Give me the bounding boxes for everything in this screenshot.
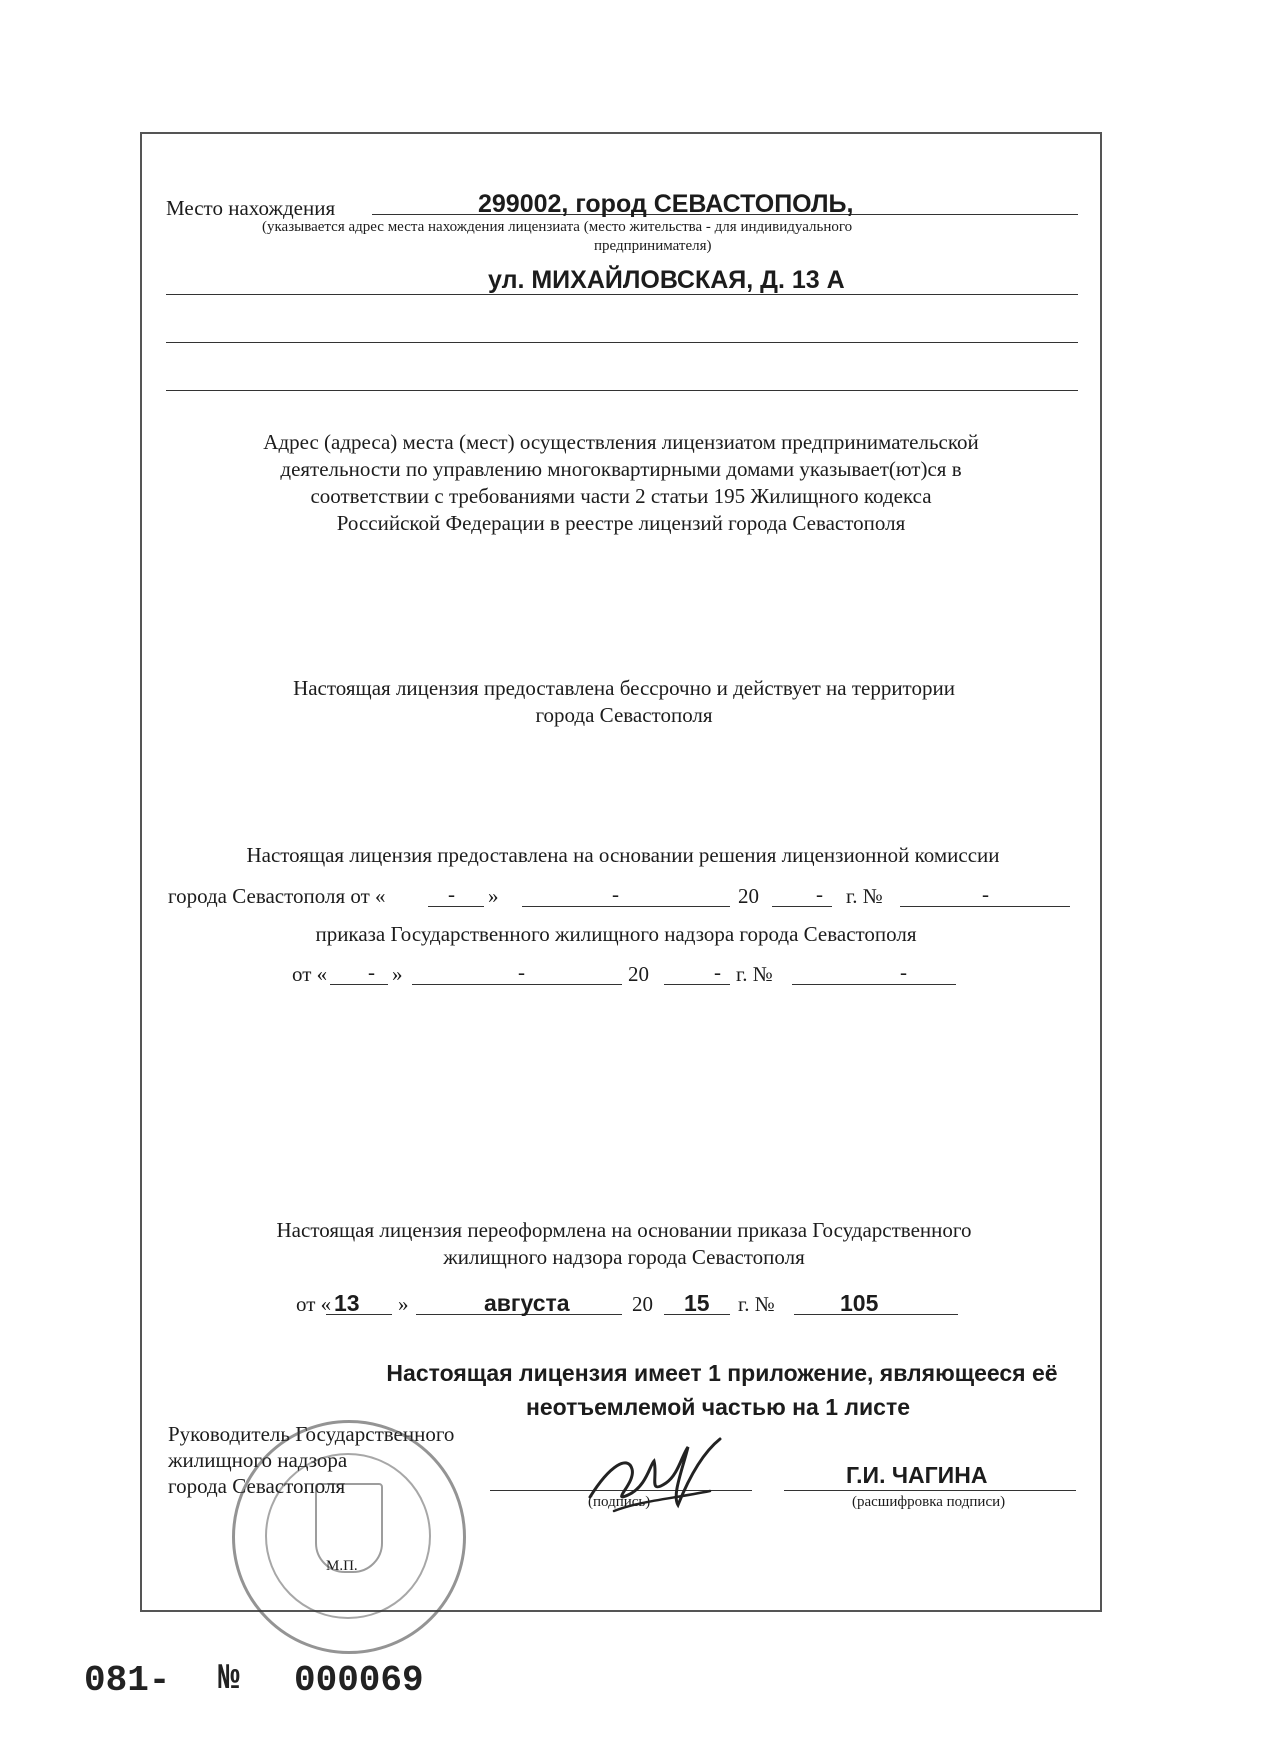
handwritten-signature [570, 1425, 740, 1535]
basis-order-year-prefix: 20 [628, 962, 649, 986]
activity-text-2: деятельности по управлению многоквартирными домами указывает(ют)ся в [280, 457, 962, 481]
basis-order-text: приказа Государственного жилищного надзора города Севастополя [315, 922, 917, 946]
reissue-quote: » [398, 1292, 409, 1316]
form-number-sign: № [218, 1658, 240, 1699]
name-caption: (расшифровка подписи) [852, 1494, 1006, 1510]
signatory-title-1: Руководитель Государственного [168, 1422, 455, 1446]
signatory-title-2: жилищного надзора [168, 1448, 348, 1472]
basis-commission-day: - [448, 882, 455, 906]
address-hint-1: (указывается адрес места нахождения лицензиата (место жительства - для индивидуального [262, 219, 853, 235]
name-line [784, 1490, 1076, 1491]
basis-commission-year: - [816, 882, 823, 906]
address-hint-2: предпринимателя) [594, 238, 712, 254]
seal-mark: М.П. [326, 1558, 358, 1574]
appendix-text-1: Настоящая лицензия имеет 1 приложение, являющееся её [386, 1360, 1058, 1386]
basis-commission-number-prefix: г. № [846, 884, 883, 908]
basis-text-1: Настоящая лицензия предоставлена на основании решения лицензионной комиссии [246, 843, 1000, 867]
form-series: 081- [84, 1660, 171, 1701]
reissue-year-prefix: 20 [632, 1292, 653, 1316]
basis-order-year: - [714, 960, 721, 984]
reissue-month: августа [484, 1290, 570, 1316]
reissue-text-2: жилищного надзора города Севастополя [443, 1245, 805, 1269]
activity-text-4: Российской Федерации в реестре лицензий города Севастополя [336, 511, 906, 535]
signature-caption: (подпись) [588, 1494, 651, 1510]
document-frame [140, 132, 1102, 1612]
appendix-text-2: неотъемлемой частью на 1 листе [525, 1394, 911, 1420]
basis-commission-year-line [772, 906, 832, 907]
address-line-2 [166, 294, 1078, 295]
basis-order-prefix: от « [292, 962, 328, 986]
basis-order-number-line [792, 984, 956, 985]
basis-commission-month: - [612, 882, 619, 906]
basis-order-number: - [900, 960, 907, 984]
reissue-number: 105 [840, 1290, 879, 1316]
activity-text-3: соответствии с требованиями части 2 статьи 195 Жилищного кодекса [310, 484, 932, 508]
basis-commission-prefix: города Севастополя от « [168, 884, 386, 908]
reissue-number-prefix: г. № [738, 1292, 775, 1316]
basis-commission-year-prefix: 20 [738, 884, 759, 908]
reissue-text-1: Настоящая лицензия переоформлена на основании приказа Государственного [276, 1218, 972, 1242]
signatory-name: Г.И. ЧАГИНА [846, 1462, 988, 1488]
address-line-3 [166, 342, 1078, 343]
term-text-2: города Севастополя [535, 703, 713, 727]
address-line-4 [166, 390, 1078, 391]
basis-commission-month-line [522, 906, 730, 907]
basis-order-month-line [412, 984, 622, 985]
basis-order-number-prefix: г. № [736, 962, 773, 986]
basis-order-day: - [368, 960, 375, 984]
basis-commission-quote: » [488, 884, 499, 908]
basis-commission-number: - [982, 882, 989, 906]
signatory-title-3: города Севастополя [168, 1474, 346, 1498]
official-seal [232, 1420, 466, 1654]
form-number: 000069 [294, 1660, 424, 1701]
address-value-2: ул. МИХАЙЛОВСКАЯ, Д. 13 А [488, 266, 845, 294]
term-text-1: Настоящая лицензия предоставлена бессрочно и действует на территории [293, 676, 955, 700]
address-value-1: 299002, город СЕВАСТОПОЛЬ, [478, 190, 854, 218]
basis-order-quote: » [392, 962, 403, 986]
basis-commission-day-line [428, 906, 484, 907]
basis-order-month: - [518, 960, 525, 984]
reissue-year: 15 [684, 1290, 710, 1316]
address-label: Место нахождения [166, 196, 336, 220]
basis-order-day-line [330, 984, 388, 985]
reissue-prefix: от « [296, 1292, 332, 1316]
reissue-day: 13 [334, 1290, 360, 1316]
activity-text-1: Адрес (адреса) места (мест) осуществления лицензиатом предпринимательской [263, 430, 979, 454]
